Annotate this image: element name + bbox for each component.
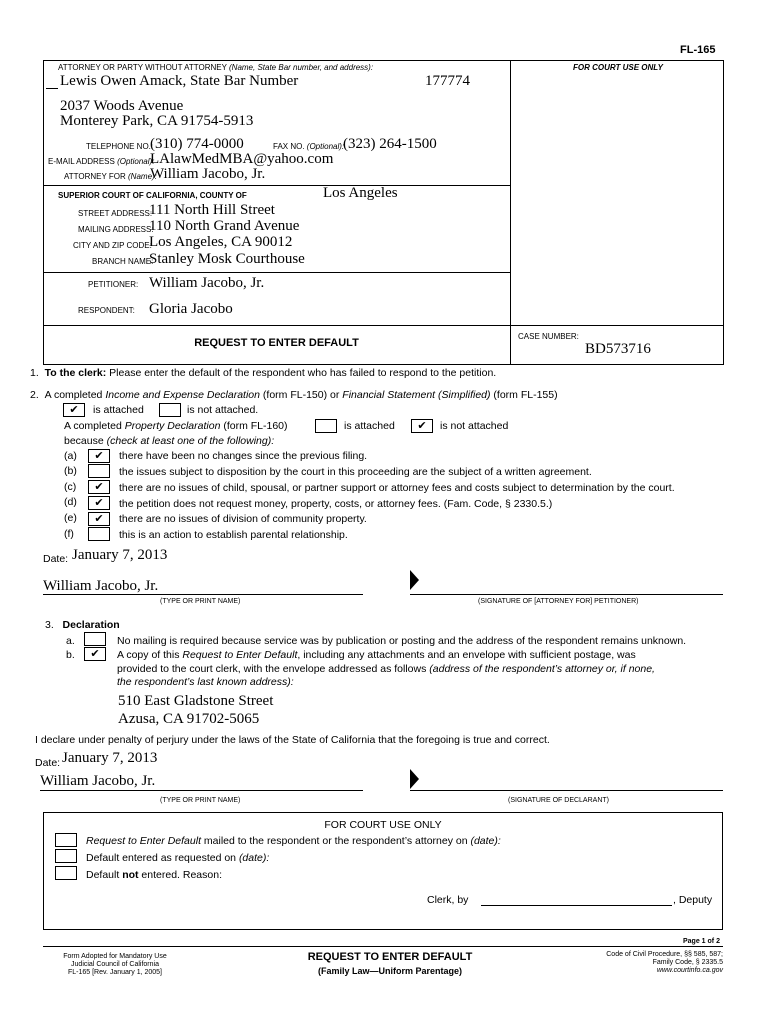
item-text-e: there are no issues of division of community property. bbox=[119, 513, 367, 525]
checkbox-decl-a[interactable] bbox=[84, 632, 106, 646]
deputy-label: , Deputy bbox=[673, 894, 713, 906]
court-label: SUPERIOR COURT OF CALIFORNIA, COUNTY OF bbox=[58, 191, 247, 200]
footer-left-2: Judicial Council of California bbox=[71, 961, 159, 968]
branch-label: BRANCH NAME: bbox=[92, 257, 154, 266]
signature-line-2[interactable] bbox=[410, 594, 723, 595]
form-title: REQUEST TO ENTER DEFAULT bbox=[194, 337, 359, 349]
attorney-name[interactable]: Lewis Owen Amack, State Bar Number bbox=[60, 73, 299, 89]
decl-letter-b: b. bbox=[66, 649, 75, 661]
header-mid-rule bbox=[510, 60, 511, 365]
case-number-label: CASE NUMBER: bbox=[518, 332, 579, 341]
branch-value[interactable]: Stanley Mosk Courthouse bbox=[149, 251, 305, 267]
clerk-label: Clerk, by bbox=[427, 894, 469, 906]
respondent-label: RESPONDENT: bbox=[78, 306, 135, 315]
name-caption-2: (TYPE OR PRINT NAME) bbox=[160, 598, 241, 605]
attorney-for-label: ATTORNEY FOR (Name): bbox=[64, 172, 157, 181]
signature-line-3[interactable] bbox=[410, 790, 723, 791]
court-use-label: FOR COURT USE ONLY bbox=[573, 63, 663, 72]
city-value[interactable]: Los Angeles, CA 90012 bbox=[149, 234, 293, 250]
title-section-rule bbox=[43, 325, 723, 326]
decl-text-a: No mailing is required because service was by publication or posting and the address of the respondent remains unknown. bbox=[117, 635, 687, 647]
fax-label: FAX NO. (Optional): bbox=[273, 142, 345, 151]
header-left-rule bbox=[43, 60, 44, 365]
signature-caption-3: (SIGNATURE OF DECLARANT) bbox=[508, 797, 609, 804]
fl160-attached-label: is attached bbox=[344, 420, 395, 432]
court-section-rule bbox=[43, 185, 510, 186]
attorney-for-value[interactable]: William Jacobo, Jr. bbox=[150, 166, 266, 182]
fl150-not-attached-label: is not attached. bbox=[187, 404, 259, 416]
because-line: because (check at least one of the following): bbox=[64, 435, 275, 447]
checkbox-court-entered[interactable] bbox=[55, 849, 77, 863]
item-letter-b: (b) bbox=[64, 465, 77, 477]
footer-right-3[interactable]: www.courtinfo.ca.gov bbox=[656, 967, 723, 974]
checkbox-fl150-attached[interactable]: ✔ bbox=[63, 403, 85, 417]
checkbox-fl160-not-attached[interactable]: ✔ bbox=[411, 419, 433, 433]
footer-right-1: Code of Civil Procedure, §§ 585, 587; bbox=[606, 951, 723, 958]
mailing-value[interactable]: 110 North Grand Avenue bbox=[149, 218, 300, 234]
signature-arrow-icon bbox=[410, 570, 420, 590]
header-top-rule bbox=[43, 60, 723, 61]
checkbox-item-c[interactable]: ✔ bbox=[88, 480, 110, 494]
item-text-c: there are no issues of child, spousal, or partner support or attorney fees and costs subject to determination by the court. bbox=[119, 482, 675, 494]
checkbox-item-f[interactable] bbox=[88, 527, 110, 541]
fl160-not-attached-label: is not attached bbox=[440, 420, 509, 432]
clerk-signature-line[interactable] bbox=[481, 905, 672, 906]
email-label: E-MAIL ADDRESS (Optional): bbox=[48, 157, 155, 166]
petitioner-value[interactable]: William Jacobo, Jr. bbox=[149, 275, 265, 291]
parties-section-rule bbox=[43, 272, 510, 273]
petitioner-label: PETITIONER: bbox=[88, 280, 139, 289]
attorney-label: ATTORNEY OR PARTY WITHOUT ATTORNEY (Name, State Bar number, and address): bbox=[58, 63, 374, 72]
signature-arrow-icon bbox=[410, 769, 420, 789]
court-use-title: FOR COURT USE ONLY bbox=[324, 819, 442, 831]
section-3-heading: 3. Declaration bbox=[45, 619, 120, 631]
decl-letter-a: a. bbox=[66, 635, 75, 647]
decl-text-b-line2: provided to the court clerk, with the envelope addressed as follows (address of the respondent’s attorney or, if none, bbox=[117, 663, 655, 675]
case-number-value[interactable]: BD573716 bbox=[585, 341, 651, 357]
footer-rule bbox=[43, 946, 723, 947]
checkbox-item-a[interactable]: ✔ bbox=[88, 449, 110, 463]
checkbox-item-d[interactable]: ✔ bbox=[88, 496, 110, 510]
item-text-b: the issues subject to disposition by the court in this proceeding are the subject of a written agreement. bbox=[119, 466, 592, 478]
date-label-3: Date: bbox=[35, 757, 61, 769]
page-number: Page 1 of 2 bbox=[683, 938, 720, 945]
address-line1[interactable]: 2037 Woods Avenue bbox=[60, 98, 184, 114]
county-value[interactable]: Los Angeles bbox=[323, 185, 398, 201]
street-value[interactable]: 111 North Hill Street bbox=[149, 202, 275, 218]
checkbox-fl160-attached[interactable] bbox=[315, 419, 337, 433]
telephone-value[interactable]: (310) 774-0000 bbox=[150, 136, 244, 152]
form-number: FL-165 bbox=[680, 44, 716, 56]
court-mailed-text: Request to Enter Default mailed to the respondent or the respondent’s attorney on (date): bbox=[86, 835, 501, 847]
section-2-line3: A completed Property Declaration (form FL-160) bbox=[64, 420, 288, 432]
footer-right-2: Family Code, § 2335.5 bbox=[652, 959, 723, 966]
item-letter-f: (f) bbox=[64, 528, 74, 540]
fl150-attached-label: is attached bbox=[93, 404, 144, 416]
mailing-address-line2[interactable]: Azusa, CA 91702-5065 bbox=[118, 711, 260, 727]
printed-name-2[interactable]: William Jacobo, Jr. bbox=[43, 578, 159, 594]
street-label: STREET ADDRESS: bbox=[78, 209, 153, 218]
footer-title-2: (Family Law—Uniform Parentage) bbox=[317, 966, 463, 976]
item-text-d: the petition does not request money, property, costs, or attorney fees. (Fam. Code, § 2330.5.) bbox=[119, 498, 553, 510]
mailing-address-line1[interactable]: 510 East Gladstone Street bbox=[118, 693, 274, 709]
decl-text-b-line1: A copy of this Request to Enter Default, including any attachments and an envelope with sufficient postage, was bbox=[117, 649, 636, 661]
date-value-3[interactable]: January 7, 2013 bbox=[62, 750, 158, 766]
item-text-f: this is an action to establish parental relationship. bbox=[119, 529, 348, 541]
fax-value[interactable]: (323) 264-1500 bbox=[343, 136, 437, 152]
item-letter-d: (d) bbox=[64, 496, 77, 508]
checkbox-decl-b[interactable]: ✔ bbox=[84, 647, 106, 661]
printed-name-3[interactable]: William Jacobo, Jr. bbox=[40, 773, 156, 789]
checkbox-item-e[interactable]: ✔ bbox=[88, 512, 110, 526]
checkbox-fl150-not-attached[interactable] bbox=[159, 403, 181, 417]
footer-title-1: REQUEST TO ENTER DEFAULT bbox=[307, 951, 473, 963]
decl-text-b-line3: the respondent’s last known address): bbox=[117, 676, 294, 688]
court-not-entered-text: Default not entered. Reason: bbox=[86, 869, 222, 881]
checkbox-item-b[interactable] bbox=[88, 464, 110, 478]
footer-left-1: Form Adopted for Mandatory Use bbox=[63, 953, 167, 960]
date-label-2: Date: bbox=[43, 553, 69, 565]
checkbox-court-not-entered[interactable] bbox=[55, 866, 77, 880]
perjury-statement: I declare under penalty of perjury under the laws of the State of California that the foregoing is true and correct. bbox=[35, 734, 550, 746]
section-2-line1: 2. A completed Income and Expense Declaration (form FL-150) or Financial Statement (Simplified) (form FL-155) bbox=[30, 389, 558, 401]
item-letter-e: (e) bbox=[64, 512, 77, 524]
signature-caption-2: (SIGNATURE OF [ATTORNEY FOR] PETITIONER) bbox=[478, 598, 639, 605]
court-entered-text: Default entered as requested on (date): bbox=[86, 852, 270, 864]
email-value[interactable]: LAlawMedMBA@yahoo.com bbox=[150, 151, 334, 167]
header-right-rule bbox=[723, 60, 724, 365]
mailing-label: MAILING ADDRESS: bbox=[78, 225, 154, 234]
date-value-2[interactable]: January 7, 2013 bbox=[72, 547, 168, 563]
section-1: 1. To the clerk: Please enter the default of the respondent who has failed to respond to the petition. bbox=[30, 367, 497, 379]
address-line2[interactable]: Monterey Park, CA 91754-5913 bbox=[60, 113, 254, 129]
respondent-value[interactable]: Gloria Jacobo bbox=[149, 301, 233, 317]
checkbox-court-mailed[interactable] bbox=[55, 833, 77, 847]
bar-number[interactable]: 177774 bbox=[425, 73, 470, 89]
item-letter-a: (a) bbox=[64, 450, 77, 462]
item-text-a: there have been no changes since the previous filing. bbox=[119, 450, 368, 462]
telephone-label: TELEPHONE NO.: bbox=[86, 142, 154, 151]
header-bottom-rule bbox=[43, 364, 723, 365]
footer-left-3: FL-165 [Rev. January 1, 2005] bbox=[67, 969, 163, 976]
city-label: CITY AND ZIP CODE: bbox=[73, 241, 152, 250]
item-letter-c: (c) bbox=[64, 481, 77, 493]
name-caption-3: (TYPE OR PRINT NAME) bbox=[160, 797, 241, 804]
